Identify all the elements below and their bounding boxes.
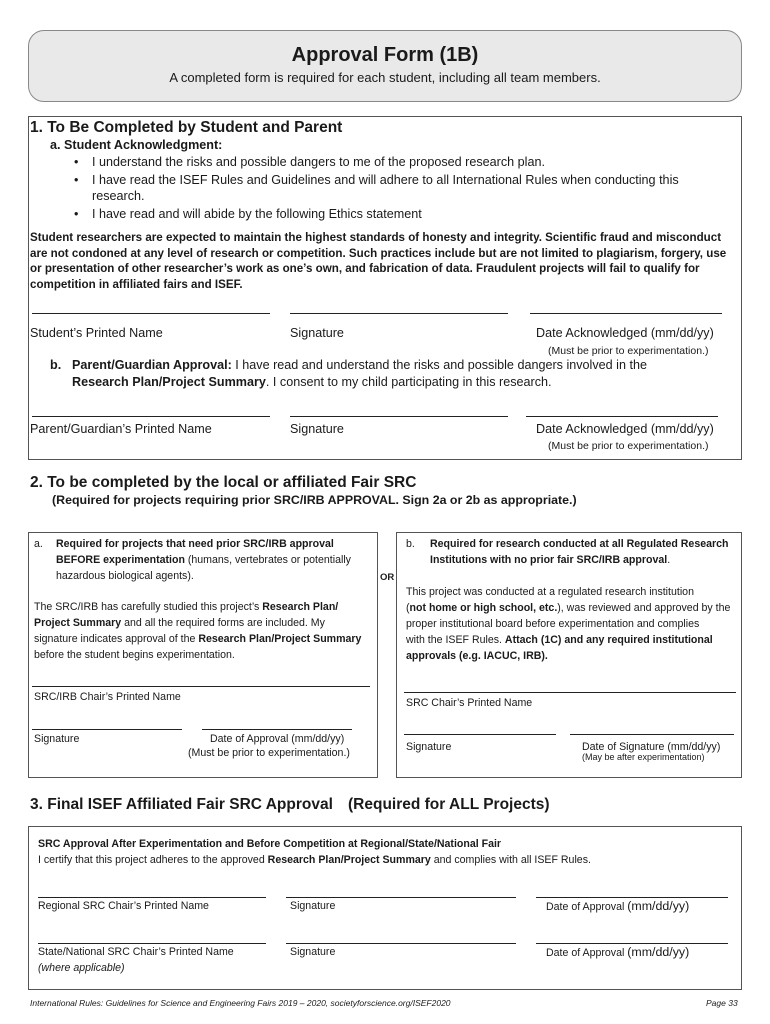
regional-date-line[interactable]	[536, 897, 728, 898]
where-applicable-note: (where applicable)	[38, 962, 125, 974]
parent-approval-line2: Research Plan/Project Summary. I consent to my child participating in this research.	[72, 375, 552, 389]
bullet-item: I have read the ISEF Rules and Guidelines and will adhere to all International Rules when conducting this	[92, 173, 679, 187]
student-name-line[interactable]	[32, 313, 270, 314]
option-b-line1: Required for research conducted at all Regulated Research	[430, 538, 729, 550]
option-b-line2: Institutions with no prior fair SRC/IRB approval.	[430, 554, 671, 566]
option-b-para3: proper institutional board before experimentation and complies	[406, 618, 700, 630]
option-a-date-label: Date of Approval (mm/dd/yy)	[210, 733, 345, 745]
option-a-signature-line[interactable]	[32, 729, 182, 730]
regional-chair-label: Regional SRC Chair’s Printed Name	[38, 900, 209, 912]
parent-name-line[interactable]	[32, 416, 270, 417]
section3-certify: I certify that this project adheres to the approved Research Plan/Project Summary and complies with all ISEF Rules.	[38, 854, 591, 866]
section2-heading: 2. To be completed by the local or affiliated Fair SRC	[30, 474, 417, 491]
parent-date-label: Date Acknowledged (mm/dd/yy)	[536, 422, 714, 436]
src-chair-label: SRC Chair’s Printed Name	[406, 697, 533, 709]
student-signature-line[interactable]	[290, 313, 508, 314]
option-a-para2: Project Summary and all the required forms are included. My	[34, 617, 325, 629]
state-chair-label: State/National SRC Chair’s Printed Name	[38, 946, 234, 958]
option-a-signature-label: Signature	[34, 733, 80, 745]
regional-signature-line[interactable]	[286, 897, 516, 898]
option-b-signature-label: Signature	[406, 741, 452, 753]
page-title: Approval Form (1B)	[291, 44, 479, 66]
bullet-item: I understand the risks and possible dangers to me of the proposed research plan.	[92, 155, 545, 169]
option-b-signature-line[interactable]	[404, 734, 556, 735]
parent-approval-line1: Parent/Guardian Approval: I have read and understand the risks and possible dangers involved in the	[72, 358, 647, 372]
regional-chair-line[interactable]	[38, 897, 266, 898]
footer-text: International Rules: Guidelines for Science and Engineering Fairs 2019 – 2020, societyforscience.org/ISEF2020	[30, 998, 451, 1008]
option-a-label: a.	[34, 538, 43, 550]
option-a-date-note: (Must be prior to experimentation.)	[188, 747, 350, 759]
src-irb-chair-label: SRC/IRB Chair’s Printed Name	[34, 691, 181, 703]
option-a-para1: The SRC/IRB has carefully studied this project’s Research Plan/	[34, 601, 339, 613]
regional-signature-label: Signature	[290, 900, 336, 912]
bullet-item-cont: research.	[92, 189, 145, 203]
option-a-line1: Required for projects that need prior SRC/IRB approval	[56, 538, 334, 550]
student-date-line[interactable]	[530, 313, 722, 314]
prior-note: (Must be prior to experimentation.)	[548, 345, 709, 357]
parent-signature-line[interactable]	[290, 416, 508, 417]
option-b-para2: (not home or high school, etc.), was reviewed and approved by the	[406, 602, 731, 614]
bullet-icon: •	[74, 155, 79, 169]
or-label: OR	[380, 572, 395, 583]
option-b-para4: with the ISEF Rules. Attach (1C) and any required institutional	[406, 634, 713, 646]
bullet-icon: •	[74, 207, 79, 221]
src-chair-line[interactable]	[404, 692, 736, 693]
parent-name-label: Parent/Guardian’s Printed Name	[30, 422, 212, 436]
parent-signature-label: Signature	[290, 422, 344, 436]
bullet-icon: •	[74, 173, 79, 187]
section3-heading: 3. Final ISEF Affiliated Fair SRC Approval	[30, 796, 333, 813]
section2-subheading: (Required for projects requiring prior SRC/IRB APPROVAL. Sign 2a or 2b as appropriate.)	[52, 493, 577, 507]
option-a-para3: signature indicates approval of the Research Plan/Project Summary	[34, 633, 362, 645]
option-a-line2: BEFORE experimentation (humans, vertebrates or potentially	[56, 554, 351, 566]
student-ack-label: a. Student Acknowledgment:	[50, 138, 223, 152]
option-b-date-line[interactable]	[570, 734, 734, 735]
state-date-label: Date of Approval (mm/dd/yy)	[546, 945, 690, 959]
regional-date-label: Date of Approval (mm/dd/yy)	[546, 899, 690, 913]
option-b-label: b.	[406, 538, 415, 550]
section3-box-title: SRC Approval After Experimentation and Before Competition at Regional/State/National Fair	[38, 838, 502, 850]
src-irb-chair-line[interactable]	[32, 686, 370, 687]
section1-heading: 1. To Be Completed by Student and Parent	[30, 119, 343, 136]
student-date-label: Date Acknowledged (mm/dd/yy)	[536, 326, 714, 340]
ethics-statement: Student researchers are expected to maintain the highest standards of honesty and integrity. Scientific fraud and misconduct are not condoned at any level of research or competition. Such practices include but are not limited to plagiarism, forgery, use or presentation of other researcher’s work as one’s own, and fabrication of data. Fraudulent projects will fail to qualify for competition in affiliated fairs and ISEF.	[30, 231, 727, 291]
option-b-date-note: (May be after experimentation)	[582, 752, 705, 762]
state-signature-line[interactable]	[286, 943, 516, 944]
parent-approval-marker: b.	[50, 358, 62, 372]
bullet-item: I have read and will abide by the following Ethics statement	[92, 207, 422, 221]
state-signature-label: Signature	[290, 946, 336, 958]
option-b-para5: approvals (e.g. IACUC, IRB).	[406, 650, 548, 662]
option-a-date-line[interactable]	[202, 729, 352, 730]
state-date-line[interactable]	[536, 943, 728, 944]
student-name-label: Student’s Printed Name	[30, 326, 163, 340]
option-a-line3: hazardous biological agents).	[56, 570, 194, 582]
page-number: Page 33	[706, 998, 738, 1008]
state-chair-line[interactable]	[38, 943, 266, 944]
prior-note-2: (Must be prior to experimentation.)	[548, 440, 709, 452]
section3-heading-note: (Required for ALL Projects)	[348, 796, 550, 813]
student-signature-label: Signature	[290, 326, 344, 340]
option-b-date-label: Date of Signature (mm/dd/yy)	[582, 741, 721, 753]
option-a-para4: before the student begins experimentation.	[34, 649, 235, 661]
option-b-para1: This project was conducted at a regulated research institution	[406, 586, 694, 598]
page-subtitle: A completed form is required for each student, including all team members.	[169, 70, 601, 85]
parent-date-line[interactable]	[526, 416, 718, 417]
